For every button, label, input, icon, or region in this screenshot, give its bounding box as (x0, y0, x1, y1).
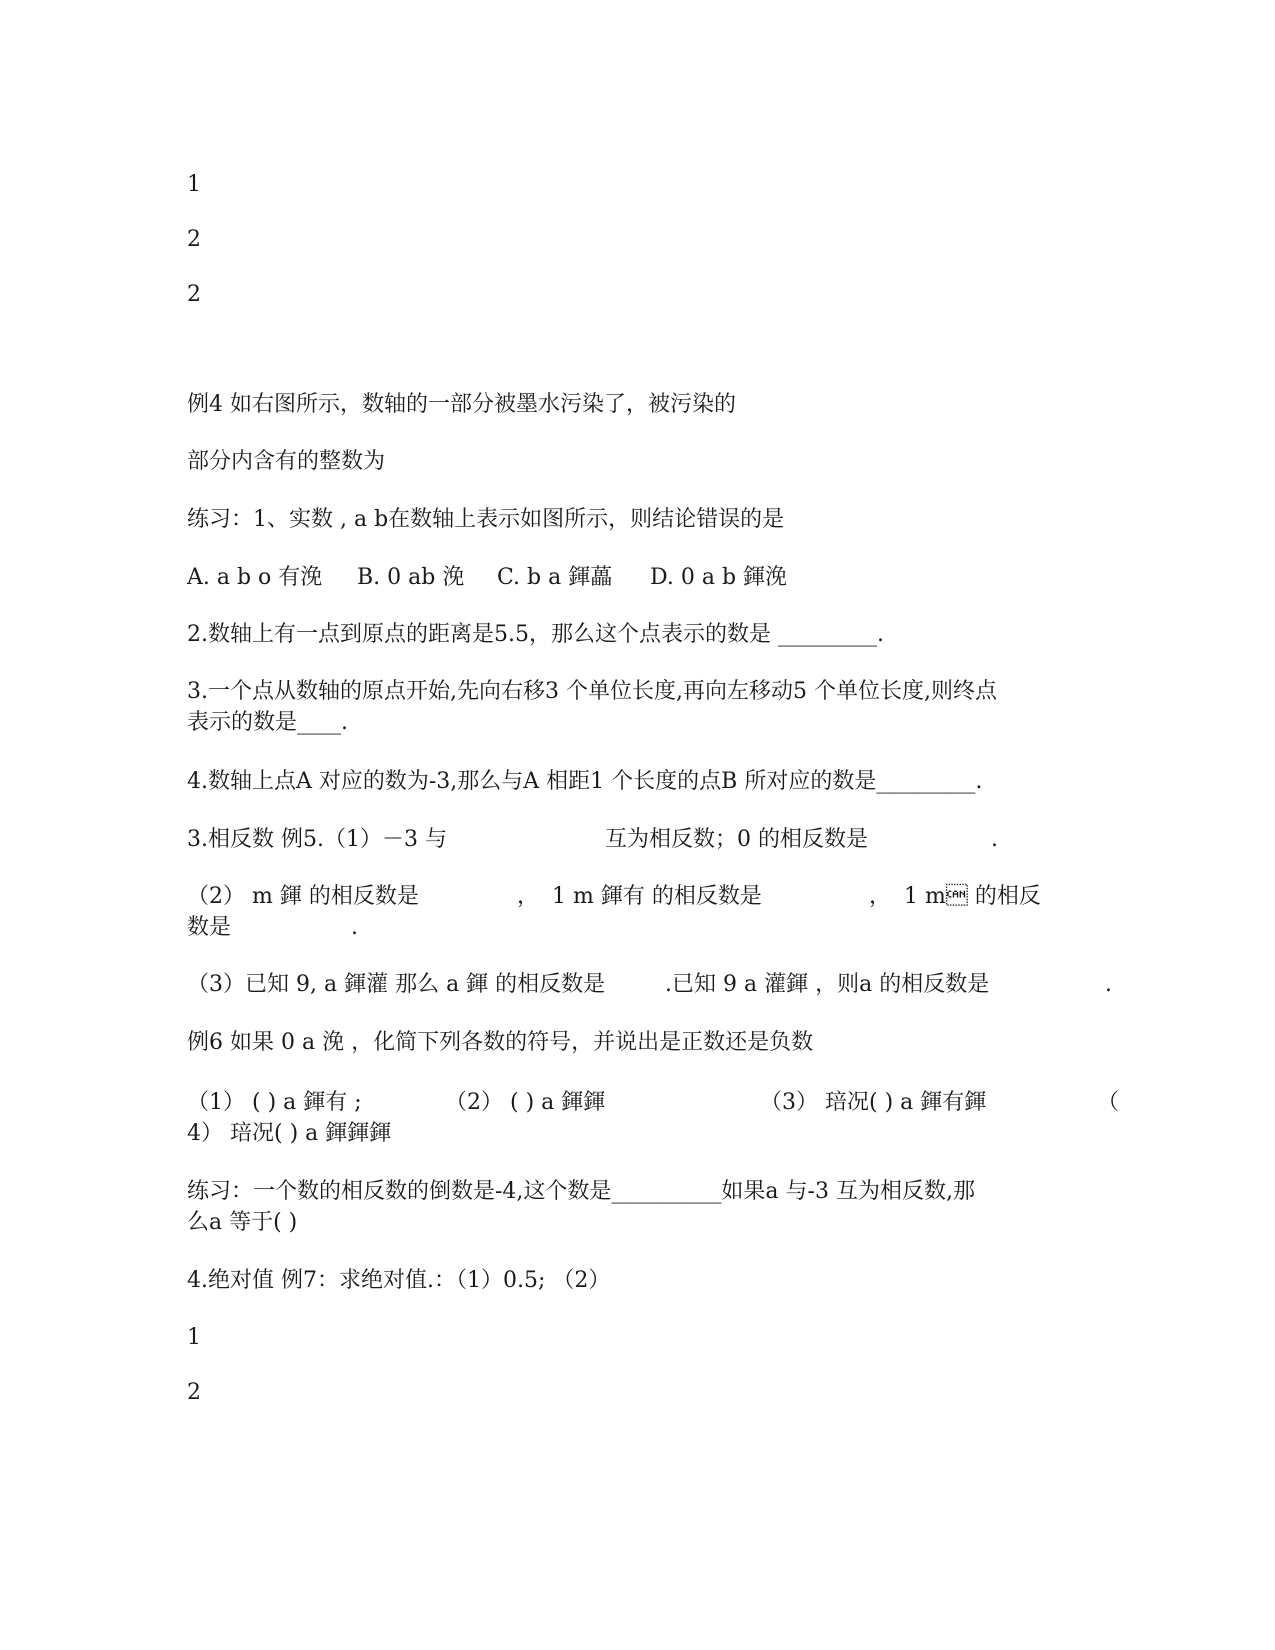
question-3-line-2: 表示的数是____. (187, 710, 348, 735)
example-5-part-2-a: （2） m 鍕 的相反数是 (187, 884, 419, 909)
option-b: B. 0 ab 浼 (357, 565, 465, 590)
example-5-part-3-a: （3）已知 9, a 鍕灌 那么 a 鍕 的相反数是 (187, 972, 606, 997)
practice-2-line-2: 么a 等于( ) (187, 1210, 298, 1235)
comma: ， (517, 884, 540, 909)
example-6-item-2: （2） ( ) a 鍕鍕 (445, 1090, 606, 1115)
fraction-digit: 2 (187, 227, 201, 252)
example-4-line-2: 部分内含有的整数为 (187, 449, 386, 474)
example-5-part-2-d: 数是 (187, 915, 232, 940)
example-6-item-4: 4） 琣况( ) a 鍕鍕鍕 (187, 1121, 392, 1146)
example-4-line-1: 例4 如右图所示，数轴的一部分被墨水污染了，被污染的 (187, 392, 736, 417)
period: . (1105, 972, 1112, 997)
section-4-absolute-value: 4.绝对值 例7：求绝对值.：（1）0.5; （2） (187, 1268, 611, 1293)
option-c: C. b a 鍕藟 (497, 565, 613, 590)
example-6-items-line-1 (187, 1088, 1119, 1118)
period: . (991, 827, 998, 852)
period: . (351, 915, 358, 940)
example-5-part-2-b: 1 m 鍕有 的相反数是 (552, 884, 762, 909)
practice-1-options (187, 563, 787, 593)
practice-2-line-1: 练习：一个数的相反数的倒数是-4,这个数是__________如果a 与-3 互为相反数,那 (187, 1179, 975, 1204)
question-2: 2.数轴上有一点到原点的距离是5.5，那么这个点表示的数是 _________. (187, 622, 884, 647)
example-5-part-3-b: .已知 9 a 灌鍕 ，则a 的相反数是 (665, 972, 990, 997)
fraction-numerator: 1 (187, 1325, 201, 1350)
example-6-question: 例6 如果 0 a 浼 ，化简下列各数的符号，并说出是正数还是负数 (187, 1030, 814, 1055)
example-5-part-1: 互为相反数；0 的相反数是 (605, 827, 868, 852)
open-paren: （ (1097, 1090, 1120, 1115)
option-a: A. a b o 有浼 (187, 565, 323, 590)
practice-1-question: 练习：1、实数 , a b在数轴上表示如图所示，则结论错误的是 (187, 507, 785, 532)
example-5-part-2-line-2 (187, 913, 358, 943)
example-5-part-2-c: 1 m 的相反 (904, 884, 1041, 909)
fraction-digit: 2 (187, 282, 201, 307)
fraction-numerator: 1 (187, 172, 201, 197)
option-d: D. 0 a b 鍕浼 (650, 565, 788, 590)
section-3-opposite-numbers (187, 825, 998, 855)
question-3-line-1: 3.一个点从数轴的原点开始,先向右移3 个单位长度,再向左移动5 个单位长度,则终点 (187, 679, 997, 704)
fraction-denominator: 2 (187, 1380, 201, 1405)
comma: ， (869, 884, 892, 909)
example-6-item-3: （3） 琣况( ) a 鍕有鍕 (760, 1090, 987, 1115)
example-6-item-1: （1） ( ) a 鍕有 ; (187, 1090, 362, 1115)
example-5-part-3 (187, 970, 1112, 1000)
question-4: 4.数轴上点A 对应的数为-3,那么与A 相距1 个长度的点B 所对应的数是_________. (187, 769, 983, 794)
example-5-part-2-line-1 (187, 882, 1041, 912)
section-3-heading: 3.相反数 例5.（1）－3 与 (187, 827, 447, 852)
